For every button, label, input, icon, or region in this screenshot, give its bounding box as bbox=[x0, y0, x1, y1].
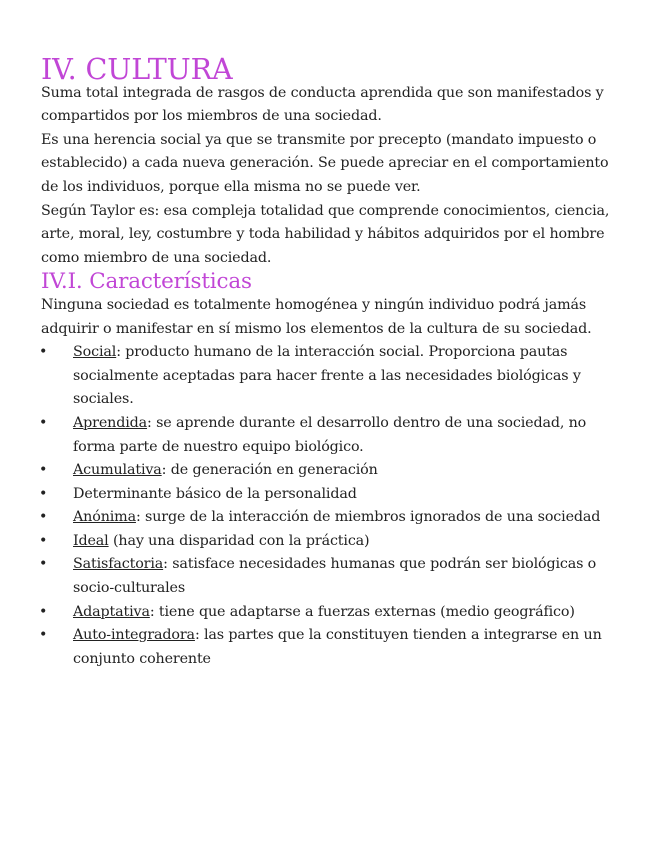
bullet-icon: • bbox=[39, 462, 48, 479]
characteristics-list bbox=[41, 341, 616, 671]
section-title: IV. CULTURA bbox=[41, 52, 233, 86]
subsection-intro: Ninguna sociedad es totalmente homogénea y ningún individuo podrá jamás adquirir o manifestar en sí mismo los elementos de la cultura de su sociedad. bbox=[41, 296, 592, 337]
intro-paragraph-heritage: Es una herencia social ya que se transmite por precepto (mandato impuesto o establecido) a cada nueva generación. Se puede apreciar en el comportamiento de los individuos, porque ella misma no se puede ver. bbox=[41, 131, 609, 195]
characteristic-text: : se aprende durante el desarrollo dentro de una sociedad, no forma parte de nuestro equipo biológico. bbox=[73, 414, 587, 455]
characteristic-text: : producto humano de la interacción social. Proporciona pautas socialmente aceptadas para hacer frente a las necesidades biológicas y sociales. bbox=[73, 344, 581, 408]
bullet-icon: • bbox=[39, 627, 48, 644]
characteristic-term: Social bbox=[73, 344, 117, 361]
bullet-icon: • bbox=[39, 603, 48, 620]
bullet-icon: • bbox=[39, 532, 48, 549]
characteristic-term: Ideal bbox=[73, 532, 109, 549]
characteristic-term: Adaptativa bbox=[73, 603, 150, 620]
bullet-icon: • bbox=[39, 556, 48, 573]
list-item bbox=[41, 553, 616, 600]
list-item bbox=[41, 624, 616, 671]
list-item bbox=[41, 341, 616, 412]
document-page bbox=[39, 52, 616, 671]
characteristic-text: : surge de la interacción de miembros ignorados de una sociedad bbox=[135, 509, 601, 526]
subsection-title: IV.I. Características bbox=[41, 269, 252, 295]
bullet-icon: • bbox=[39, 344, 48, 361]
intro-paragraph-taylor: Según Taylor es: esa compleja totalidad que comprende conocimientos, ciencia, arte, moral, ley, costumbre y toda habilidad y hábitos adquiridos por el hombre como miembro de una sociedad. bbox=[41, 202, 610, 266]
list-item bbox=[41, 601, 616, 625]
characteristic-text: : de generación en generación bbox=[161, 462, 378, 479]
characteristic-term: Auto-integradora bbox=[73, 627, 195, 644]
characteristic-term: Anónima bbox=[73, 509, 136, 526]
bullet-icon: • bbox=[39, 414, 48, 431]
list-item bbox=[41, 412, 616, 459]
characteristic-term: Aprendida bbox=[73, 414, 148, 431]
characteristic-text: (hay una disparidad con la práctica) bbox=[108, 532, 370, 549]
bullet-icon: • bbox=[39, 509, 48, 526]
characteristic-text: Determinante básico de la personalidad bbox=[73, 485, 357, 502]
intro-paragraph-definition: Suma total integrada de rasgos de conducta aprendida que son manifestados y compartidos por los miembros de una sociedad. bbox=[41, 84, 604, 125]
characteristic-text: : satisface necesidades humanas que podrán ser biológicas o socio-culturales bbox=[73, 556, 597, 597]
list-item bbox=[41, 530, 616, 554]
bullet-icon: • bbox=[39, 485, 48, 502]
list-item bbox=[41, 483, 616, 507]
characteristic-term: Acumulativa bbox=[73, 462, 162, 479]
list-item bbox=[41, 459, 616, 483]
characteristic-term: Satisfactoria bbox=[73, 556, 164, 573]
characteristic-text: : las partes que la constituyen tienden a integrarse en un conjunto coherente bbox=[73, 627, 602, 667]
characteristic-text: : tiene que adaptarse a fuerzas externas (medio geográfico) bbox=[149, 603, 575, 620]
list-item bbox=[41, 506, 616, 530]
